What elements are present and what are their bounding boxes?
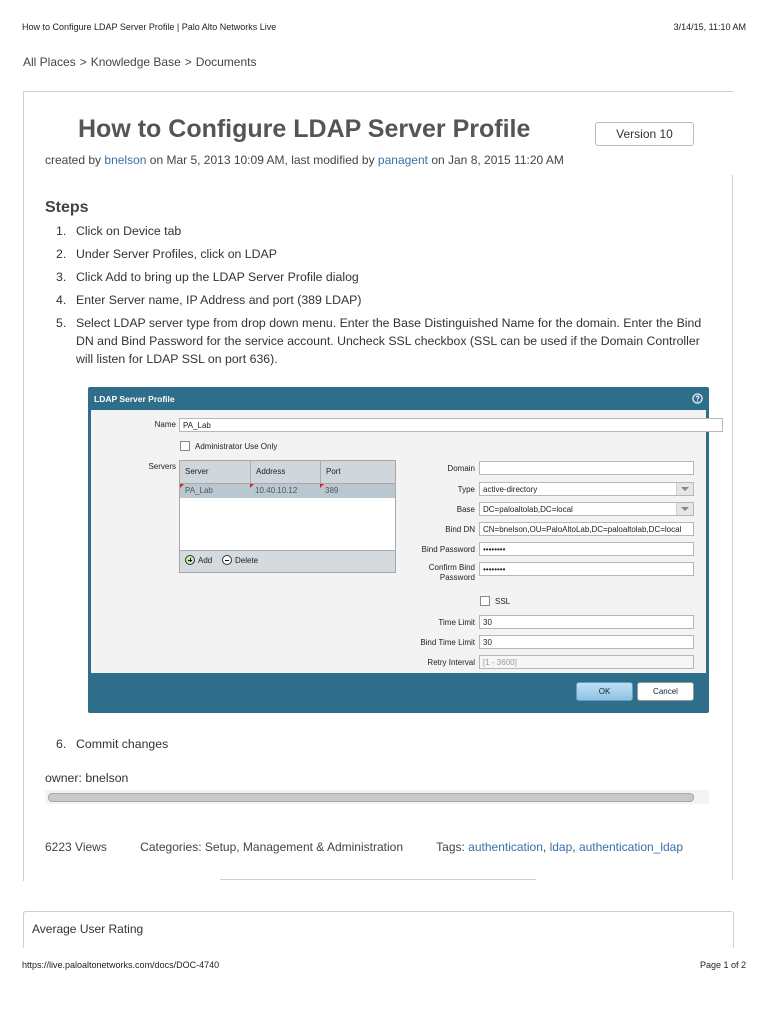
print-header [22,22,746,32]
tags-label: Tags: [436,840,465,854]
dialog-body [91,410,706,673]
scrollbar-thumb[interactable] [48,793,694,802]
divider [220,879,536,880]
add-server-button[interactable] [185,555,212,565]
content-frame-right [732,175,733,880]
domain-label: Domain [447,464,475,473]
step-number: 3. [56,270,67,284]
add-icon [185,555,195,565]
rating-panel [23,911,734,948]
breadcrumb-separator: > [184,55,192,69]
chevron-down-icon[interactable] [676,483,693,495]
step-number: 6. [56,737,67,751]
servers-label: Servers [148,462,176,471]
horizontal-scrollbar[interactable] [45,790,709,804]
rating-label: Average User Rating [32,922,144,936]
ssl-label: SSL [495,597,511,606]
tag-link[interactable]: authentication_ldap [578,840,684,854]
creator-link[interactable]: bnelson [104,153,147,167]
document-stats: 6223 Views Categories: Setup, Management & Administration Tags: authentication, ldap, authentication_ldap [45,840,684,854]
type-select[interactable] [479,482,694,496]
confirm-bind-password-label: Confirm Bind Password [428,563,475,582]
categories-label: Categories: [140,840,202,854]
steps-list [56,222,706,373]
bind-dn-field[interactable]: CN=bnelson,OU=PaloAltoLab,DC=paloaltolab,DC=local [479,522,694,536]
type-select-value: active-directory [483,485,538,494]
name-label: Name [154,420,176,429]
modifier-link[interactable]: panagent [377,153,428,167]
cell-port[interactable]: 389 [320,484,393,498]
breadcrumb-documents[interactable]: Documents [195,55,257,69]
tag-link[interactable]: authentication [468,840,543,854]
bind-time-limit-label: Bind Time Limit [420,638,475,647]
edited-marker [180,484,184,488]
print-header-title: How to Configure LDAP Server Profile | Palo Alto Networks Live [22,22,277,32]
step-text: Click on Device tab [76,224,182,238]
views-count: 6223 Views [45,840,107,854]
document-meta [45,153,564,167]
meta-modified-on: on Jan 8, 2015 11:20 AM [431,153,564,167]
time-limit-label: Time Limit [438,618,475,627]
name-field[interactable]: PA_Lab [179,418,723,432]
breadcrumb-all-places[interactable]: All Places [23,55,76,69]
steps-heading: Steps [45,199,89,216]
breadcrumb [23,55,257,69]
column-header-address[interactable]: Address [250,461,320,483]
time-limit-field[interactable]: 30 [479,615,694,629]
version-button[interactable]: Version 10 [595,122,694,146]
edited-marker [320,484,324,488]
servers-table-header [180,461,395,484]
ssl-checkbox[interactable] [480,596,490,606]
ldap-server-profile-dialog [88,387,709,713]
breadcrumb-separator: > [79,55,87,69]
step-item [56,268,706,286]
table-row[interactable] [180,484,395,498]
ok-button[interactable]: OK [576,682,633,701]
step-text: Select LDAP server type from drop down menu. Enter the Base Distinguished Name for the domain. Enter the Bind DN and Bind Password for the service account. Uncheck SSL checkbox (SSL can be used if the Domain Controller will listen for LDAP SSL on port 636). [76,316,702,366]
step-item [56,314,706,368]
step-number: 2. [56,247,67,261]
print-footer [22,960,746,970]
step-number: 5. [56,316,67,330]
type-label: Type [457,485,475,494]
page-title: How to Configure LDAP Server Profile [78,115,531,143]
retry-interval-label: Retry Interval [427,658,475,667]
servers-toolbar [180,550,395,572]
servers-table [179,460,396,573]
breadcrumb-knowledge-base[interactable]: Knowledge Base [90,55,181,69]
content-frame-top [23,91,733,92]
step-item [56,737,168,751]
retry-interval-field[interactable]: [1 - 3600] [479,655,694,669]
chevron-down-icon[interactable] [676,503,693,515]
edited-marker [250,484,254,488]
categories-value[interactable]: Setup, Management & Administration [204,840,404,854]
print-footer-url: https://live.paloaltonetworks.com/docs/DOC-4740 [22,960,220,970]
meta-created-by: created by [45,153,102,167]
tag-link[interactable]: ldap [549,840,573,854]
admin-use-only-label: Administrator Use Only [195,442,278,451]
step-text: Commit changes [76,737,169,751]
delete-label: Delete [235,555,259,565]
content-frame-left [23,91,24,881]
confirm-bind-password-field[interactable]: •••••••• [479,562,694,576]
step-text: Click Add to bring up the LDAP Server Profile dialog [76,270,359,284]
column-header-server[interactable]: Server [185,467,209,476]
bind-password-label: Bind Password [421,545,475,554]
cell-address[interactable]: 10.40.10.12 [250,484,320,498]
bind-password-field[interactable]: •••••••• [479,542,694,556]
delete-server-button[interactable] [222,555,258,565]
base-select[interactable] [479,502,694,516]
page-number: Page 1 of 2 [699,960,746,970]
step-text: Enter Server name, IP Address and port (389 LDAP) [76,293,362,307]
delete-icon [222,555,232,565]
cell-server[interactable]: PA_Lab [180,484,250,498]
step-number: 1. [56,224,67,238]
dialog-title: LDAP Server Profile [94,394,175,404]
step-text: Under Server Profiles, click on LDAP [76,247,277,261]
bind-time-limit-field[interactable]: 30 [479,635,694,649]
add-label: Add [198,555,213,565]
step-number: 4. [56,293,67,307]
base-label: Base [456,505,475,514]
base-select-value: DC=paloaltolab,DC=local [483,505,573,514]
print-header-datetime: 3/14/15, 11:10 AM [673,22,746,32]
bind-dn-label: Bind DN [445,525,475,534]
step-item [56,222,706,240]
admin-use-only-checkbox[interactable] [180,441,190,451]
cancel-button[interactable]: Cancel [637,682,694,701]
help-icon[interactable] [692,393,703,404]
meta-created-on: on Mar 5, 2013 10:09 AM, last modified by [149,153,375,167]
step-item [56,245,706,263]
step-item [56,291,706,309]
owner-text: owner: bnelson [45,771,129,785]
column-header-port[interactable]: Port [320,461,393,483]
domain-field[interactable] [479,461,694,475]
